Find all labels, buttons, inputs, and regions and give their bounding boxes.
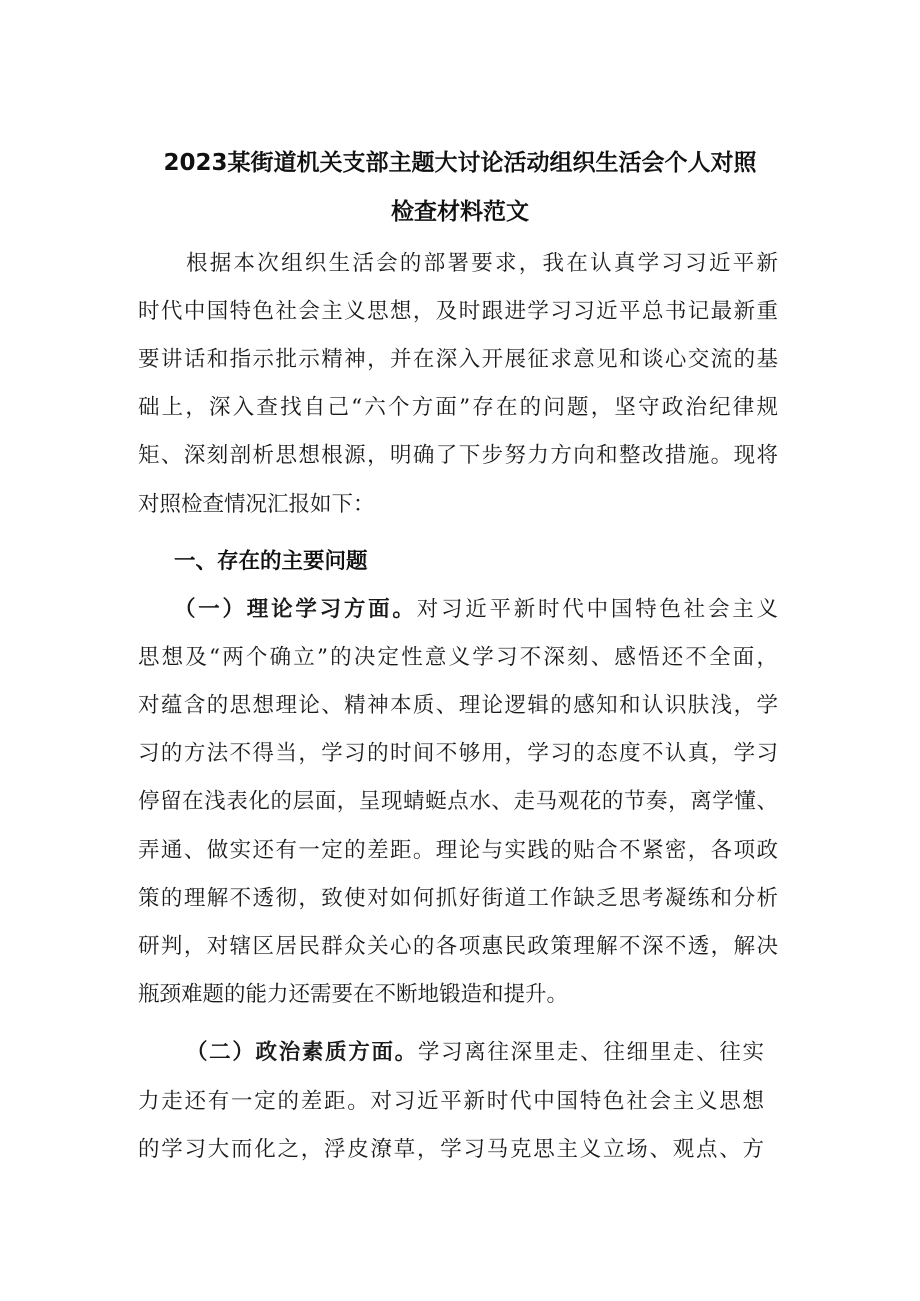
subsection-1-line: 思想及“两个确立”的决定性意义学习不深刻、感悟还不全面， [138, 645, 778, 670]
section-heading: 一、存在的主要问题 [174, 549, 368, 574]
intro-line: 要讲话和指示批示精神，并在深入开展征求意见和谈心交流的基 [138, 347, 778, 372]
subsection-2-lead: 学习离往深里走、往细里走、往实 [417, 1040, 764, 1065]
intro-line: 础上，深入查找自己“六个方面”存在的问题，坚守政治纪律规 [138, 395, 778, 420]
subsection-1-line: 习的方法不得当，学习的时间不够用，学习的态度不认真，学习 [138, 741, 778, 766]
intro-line: 时代中国特色社会主义思想，及时跟进学习习近平总书记最新重 [138, 299, 778, 324]
subsection-1-line: 瓶颈难题的能力还需要在不断地锻造和提升。 [138, 982, 569, 1007]
subsection-2-heading: （二）政治素质方面。 [186, 1040, 418, 1065]
document-title-line-2: 检查材料范文 [391, 199, 529, 225]
subsection-1-line: 策的理解不透彻，致使对如何抓好街道工作缺乏思考凝练和分析 [138, 886, 778, 911]
intro-line: 对照检查情况汇报如下： [138, 492, 375, 517]
subsection-1-line: 对蕴含的思想理论、精神本质、理论逻辑的感知和认识肤浅，学 [138, 693, 778, 718]
subsection-1-heading: （一）理论学习方面。 [174, 597, 417, 622]
subsection-2-line: 的学习大而化之，浮皮潦草，学习马克思主义立场、观点、方 [138, 1137, 764, 1162]
subsection-1-line: 弄通、做实还有一定的差距。理论与实践的贴合不紧密，各项政 [138, 838, 778, 863]
subsection-1-lead: 对习近平新时代中国特色社会主义 [416, 597, 778, 622]
subsection-1-line: 研判，对辖区居民群众关心的各项惠民政策理解不深不透，解决 [138, 934, 778, 959]
subsection-1-first-line [174, 595, 778, 625]
intro-line: 矩、深刻剖析思想根源，明确了下步努力方向和整改措施。现将 [138, 443, 778, 468]
subsection-2-first-line [186, 1038, 764, 1068]
subsection-1-line: 停留在浅表化的层面，呈现蜻蜓点水、走马观花的节奏，离学懂、 [138, 789, 778, 814]
intro-line: 根据本次组织生活会的部署要求，我在认真学习习近平新 [186, 251, 778, 276]
subsection-2-line: 力走还有一定的差距。对习近平新时代中国特色社会主义思想 [138, 1089, 764, 1114]
document-title-line-1: 2023某街道机关支部主题大讨论活动组织生活会个人对照 [163, 150, 757, 176]
